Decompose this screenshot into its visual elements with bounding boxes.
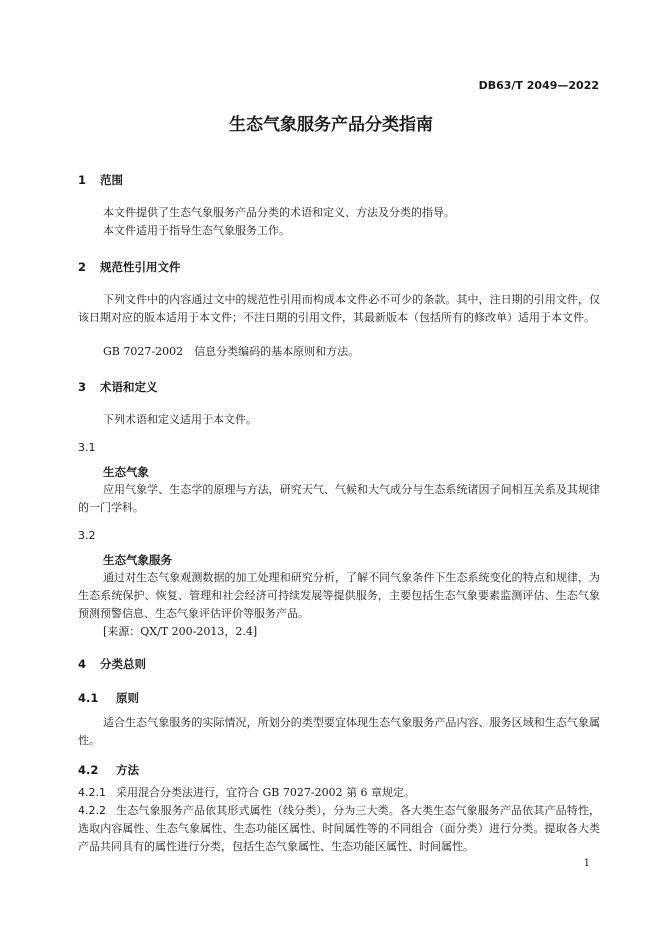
section-3-heading [78,379,158,395]
subsection-title: 原则 [116,691,140,705]
term-definition: 应用气象学、生态学的原理与方法，研究天气、气候和大气成分与生态系统诸因子间相互关系及其规律的一门学科。 [78,483,600,514]
clause-4-2-2 [78,802,600,856]
subsection-number: 4.2 [78,763,99,777]
subsection-4-1-heading [78,690,139,706]
reference-item: GB 7027-2002 信息分类编码的基本原则和方法。 [103,345,360,358]
section-title: 术语和定义 [100,380,158,394]
document-title: 生态气象服务产品分类指南 [229,115,433,135]
section-number: 2 [78,260,87,274]
paragraph: 本文件提供了生态气象服务产品分类的术语和定义、方法及分类的指导。 [103,206,455,219]
section-title: 规范性引用文件 [100,260,181,274]
term-number: 3.2 [78,529,96,542]
term-number: 3.1 [78,441,96,454]
paragraph: 下列文件中的内容通过文中的规范性引用而构成本文件必不可少的条款。其中，注日期的引用文件，仅该日期对应的版本适用于本文件；不注日期的引用文件，其最新版本（包括所有的修改单）适用于本文件。 [78,293,600,324]
section-number: 1 [78,173,87,187]
section-number: 4 [78,657,87,671]
paragraph: 适合生态气象服务的实际情况，所划分的类型要宜体现生态气象服务产品内容、服务区域和生态气象属性。 [78,716,600,747]
section-1-heading [78,172,123,188]
paragraph: 本文件适用于指导生态气象服务工作。 [103,224,290,237]
term-definition: 通过对生态气象观测数据的加工处理和研究分析，了解不同气象条件下生态系统变化的特点和规律，为生态系统保护、恢复、管理和社会经济可持续发展等提供服务，主要包括生态气象要素监测评估、生态气象预测预警信息、生态气象评估评价等服务产品。 [78,571,600,620]
section-4-heading [78,656,146,672]
clause-number: 4.2.1 [78,786,106,799]
term-name: 生态气象 [103,465,149,479]
section-title: 范围 [100,173,124,187]
paragraph: 下列术语和定义适用于本文件。 [103,413,257,426]
clause-text: 生态气象服务产品依其形式属性（线分类），分为三大类。各大类生态气象服务产品依其产品特性，选取内容属性、生态气象属性、生态功能区属性、时间属性等的不同组合（面分类）进行分类。提取各大类产品共同具有的属性进行分类，包括生态气象属性、生态功能区属性、时间属性。 [78,804,600,853]
section-title: 分类总则 [100,657,147,671]
subsection-number: 4.1 [78,691,99,705]
page-number: 1 [583,858,590,869]
standard-number: DB63/T 2049—2022 [478,79,599,92]
subsection-title: 方法 [116,763,140,777]
clause-text: 采用混合分类法进行，宜符合 GB 7027-2002 第 6 章规定。 [116,786,416,799]
section-number: 3 [78,380,87,394]
clause-4-2-1 [78,784,600,802]
section-2-heading [78,259,181,275]
clause-number: 4.2.2 [78,804,106,817]
term-source: [来源：QX/T 200-2013，2.4] [103,625,258,638]
subsection-4-2-heading [78,762,139,778]
term-name: 生态气象服务 [103,553,172,567]
